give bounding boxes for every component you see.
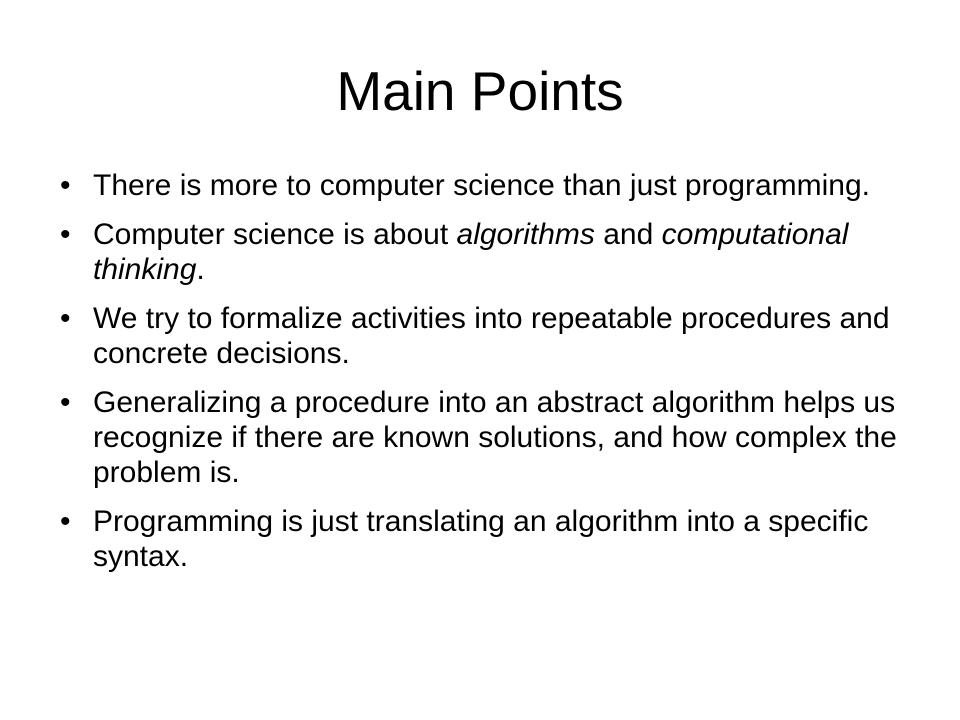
bullet-text: Generalizing a procedure into an abstract algorithm helps us recognize if there are known solutions, and how complex the problem is. [93, 386, 897, 489]
bullet-item [60, 168, 920, 203]
bullet-text-segment: . [196, 253, 205, 286]
emphasis-algorithms: algorithms [456, 218, 595, 251]
bullet-text: We try to formalize activities into repeatable procedures and concrete decisions. [93, 302, 890, 370]
bullet-item [60, 301, 920, 371]
bullet-icon: • [60, 505, 71, 538]
bullet-icon: • [60, 302, 71, 335]
bullet-icon: • [60, 218, 71, 251]
bullet-text: Programming is just translating an algorithm into a specific syntax. [93, 505, 869, 573]
bullet-icon: • [60, 169, 71, 202]
bullet-text-segment: and [594, 218, 662, 251]
slide-title: Main Points [336, 60, 624, 122]
bullet-item [60, 504, 920, 574]
bullet-list [60, 168, 920, 588]
bullet-text [93, 218, 848, 286]
bullet-item [60, 217, 920, 287]
bullet-text-segment: Computer science is about [93, 218, 457, 251]
bullet-item [60, 385, 920, 490]
emphasis-computational-thinking: computational thinking [93, 218, 849, 286]
bullet-icon: • [60, 386, 71, 419]
bullet-text: There is more to computer science than just programming. [93, 169, 870, 202]
